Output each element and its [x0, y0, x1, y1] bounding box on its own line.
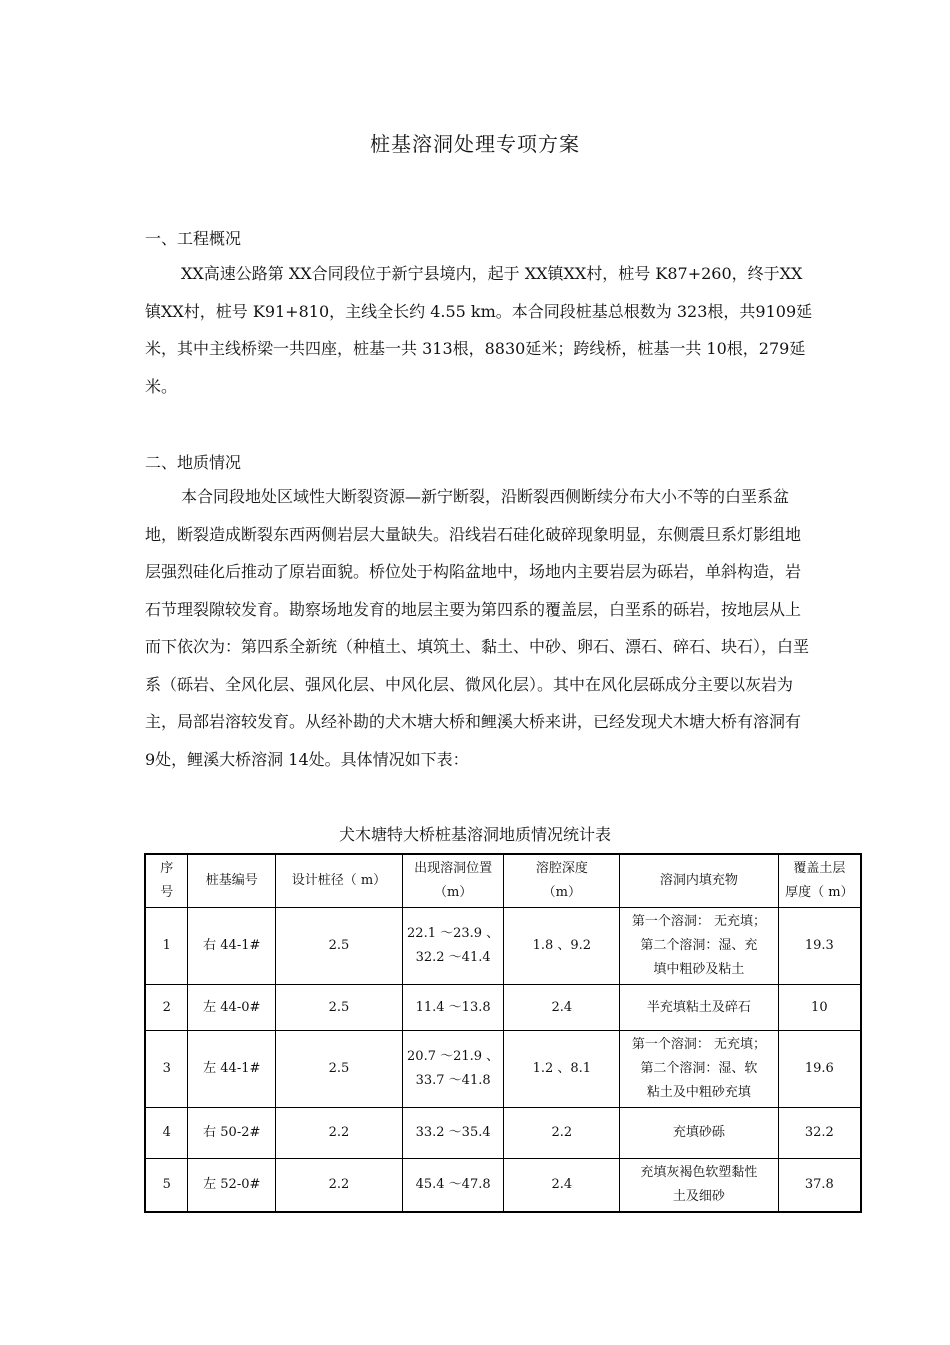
cell-seq: 5 [145, 1159, 188, 1213]
header-position: 出现溶洞位置 （m） [402, 854, 504, 908]
paragraph: XX高速公路第 XX合同段位于新宁县境内，起于 XX镇XX村，桩号 K87+260，终于XX镇XX村，桩号 K91+810，主线全长约 4.55 km。本合同段桩基总根数为 323根，共9109延米，其中主线桥梁一共四座，桩基一共 313根，8830延米；跨线桥，桩基一共 10根，279延米。 [145, 264, 813, 396]
cell-position: 45.4 ～47.8 [402, 1159, 504, 1213]
table-row [145, 1159, 861, 1213]
cell-cover: 19.3 [778, 908, 861, 985]
header-diameter: 设计桩径（ m） [276, 854, 403, 908]
table-row [145, 908, 861, 985]
cell-depth: 2.4 [504, 985, 620, 1031]
table-header-row [145, 854, 861, 908]
cell-pile: 左 44-0# [188, 985, 276, 1031]
cell-depth: 2.2 [504, 1108, 620, 1159]
cell-position: 11.4 ～13.8 [402, 985, 504, 1031]
cell-fill: 半充填粘土及碎石 [620, 985, 778, 1031]
cell-diameter: 2.5 [276, 1031, 403, 1108]
table-caption: 犬木塘特大桥桩基溶洞地质情况统计表 [338, 825, 611, 844]
document-title: 桩基溶洞处理专项方案 [370, 132, 580, 156]
cell-seq: 4 [145, 1108, 188, 1159]
cell-depth: 2.4 [504, 1159, 620, 1213]
header-depth: 溶腔深度 （m） [504, 854, 620, 908]
cell-diameter: 2.5 [276, 908, 403, 985]
karst-statistics-table [144, 853, 862, 1213]
table-row [145, 1108, 861, 1159]
section-geology-text [145, 478, 813, 778]
cell-cover: 32.2 [778, 1108, 861, 1159]
cell-diameter: 2.2 [276, 1108, 403, 1159]
section-heading-overview: 一、工程概况 [145, 229, 242, 248]
cell-fill: 充填灰褐色软塑黏性 土及细砂 [620, 1159, 778, 1213]
header-seq: 序 号 [145, 854, 188, 908]
cell-fill: 第一个溶洞： 无充填； 第二个溶洞：湿、充 填中粗砂及粘土 [620, 908, 778, 985]
header-fill: 溶洞内填充物 [620, 854, 778, 908]
cell-depth: 1.2 、8.1 [504, 1031, 620, 1108]
cell-pile: 左 52-0# [188, 1159, 276, 1213]
cell-position: 33.2 ～35.4 [402, 1108, 504, 1159]
table-row [145, 1031, 861, 1108]
cell-cover: 37.8 [778, 1159, 861, 1213]
cell-seq: 2 [145, 985, 188, 1031]
cell-seq: 3 [145, 1031, 188, 1108]
cell-cover: 19.6 [778, 1031, 861, 1108]
cell-pile: 左 44-1# [188, 1031, 276, 1108]
cell-position: 22.1 ～23.9 、 32.2 ～41.4 [402, 908, 504, 985]
header-cover: 覆盖土层 厚度（ m） [778, 854, 861, 908]
cell-pile: 右 44-1# [188, 908, 276, 985]
paragraph: 本合同段地处区域性大断裂资源—新宁断裂，沿断裂西侧断续分布大小不等的白垩系盆地，断裂造成断裂东西两侧岩层大量缺失。沿线岩石硅化破碎现象明显，东侧震旦系灯影组地层强烈硅化后推动了原岩面貌。桥位处于构陷盆地中，场地内主要岩层为砾岩，单斜构造，岩石节理裂隙较发育。勘察场地发育的地层主要为第四系的覆盖层，白垩系的砾岩，按地层从上而下依次为：第四系全新统（种植土、填筑土、黏土、中砂、卵石、漂石、碎石、块石），白垩系（砾岩、全风化层、强风化层、中风化层、微风化层）。其中在风化层砾成分主要以灰岩为主，局部岩溶较发育。从经补勘的犬木塘大桥和鲤溪大桥来讲，已经发现犬木塘大桥有溶洞有 9处，鲤溪大桥溶洞 14处。具体情况如下表： [145, 487, 810, 769]
cell-cover: 10 [778, 985, 861, 1031]
cell-seq: 1 [145, 908, 188, 985]
cell-pile: 右 50-2# [188, 1108, 276, 1159]
cell-diameter: 2.5 [276, 985, 403, 1031]
cell-diameter: 2.2 [276, 1159, 403, 1213]
section-overview-text [145, 255, 813, 405]
cell-fill: 第一个溶洞： 无充填； 第二个溶洞：湿、软 粘土及中粗砂充填 [620, 1031, 778, 1108]
table-row [145, 985, 861, 1031]
cell-fill: 充填砂砾 [620, 1108, 778, 1159]
cell-position: 20.7 ～21.9 、 33.7 ～41.8 [402, 1031, 504, 1108]
header-pile: 桩基编号 [188, 854, 276, 908]
section-heading-geology: 二、地质情况 [145, 453, 242, 472]
cell-depth: 1.8 、9.2 [504, 908, 620, 985]
